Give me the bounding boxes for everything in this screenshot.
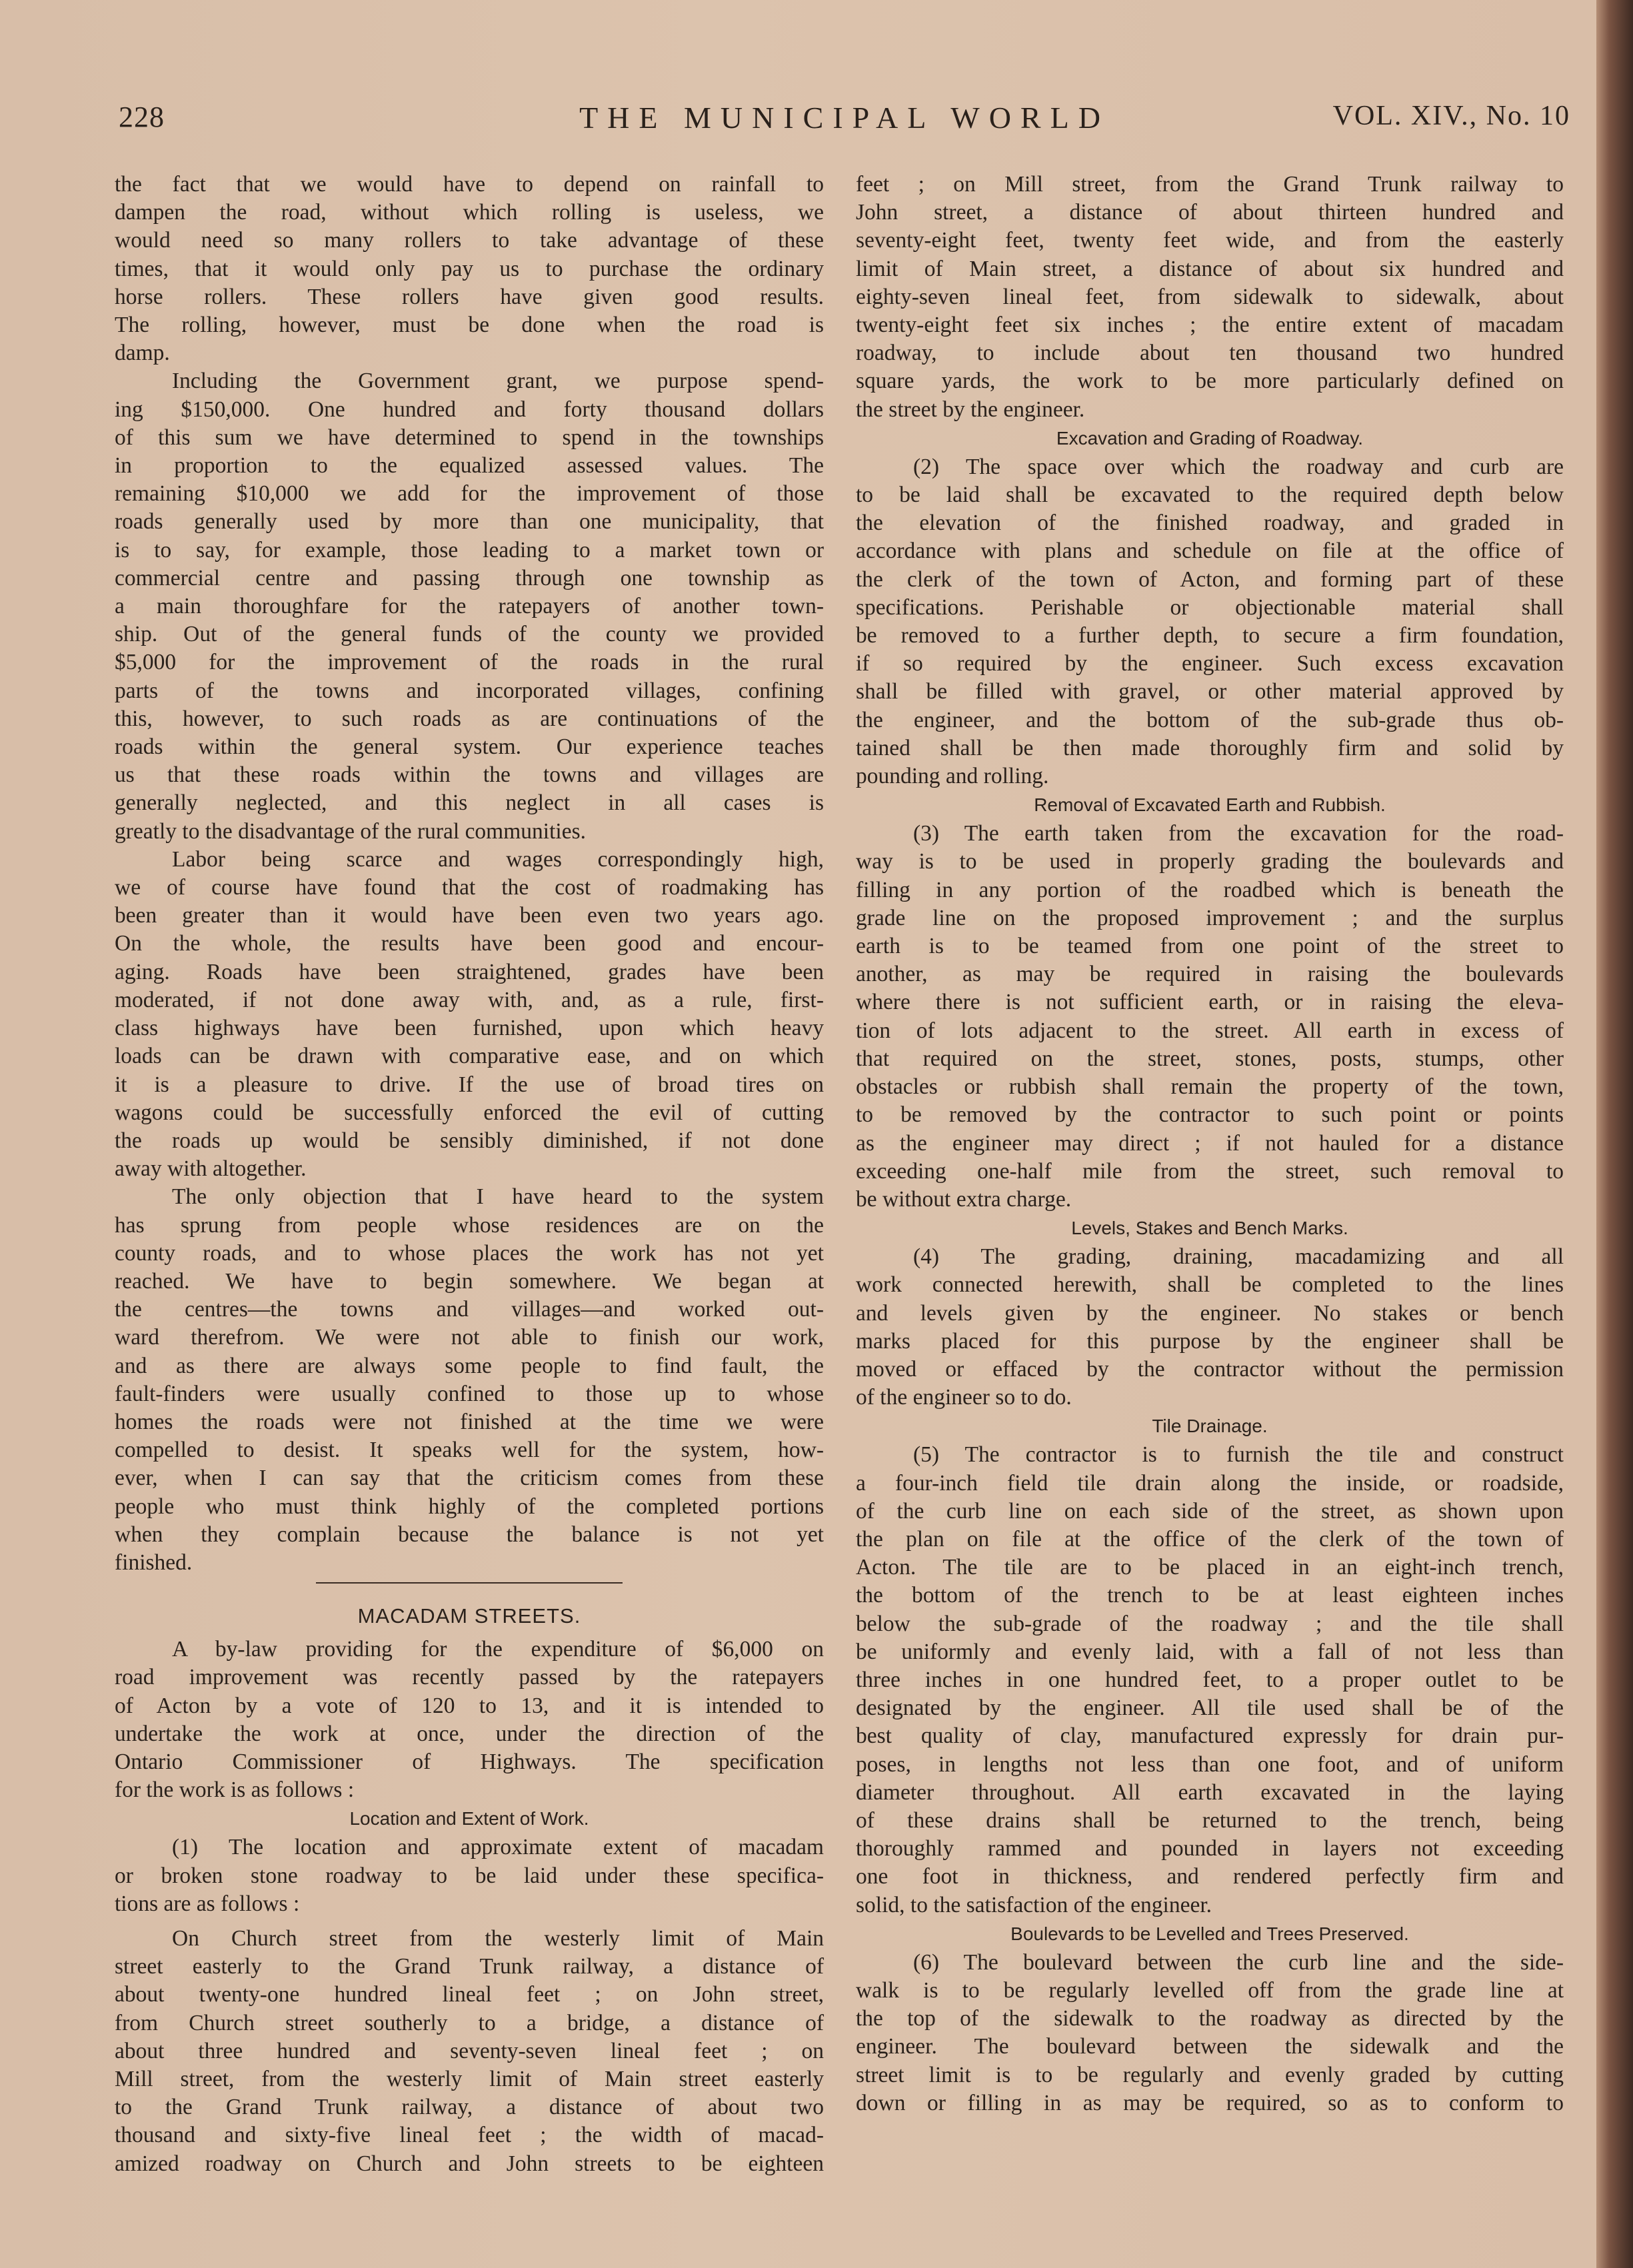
text-line: (2) The space over which the roadway and curb are [913, 454, 1564, 479]
subheading: Location and Extent of Work. [349, 1808, 589, 1829]
text-line: poses, in lengths not less than one foot, and of uniform [856, 1751, 1564, 1777]
text-line: below the sub-grade of the roadway ; and the tile shall [856, 1611, 1564, 1636]
text-line: and as there are always some people to find fault, the [115, 1353, 824, 1378]
text-line: tions are as follows : [115, 1891, 300, 1916]
text-line: it is a pleasure to drive. If the use of broad tires on [115, 1072, 824, 1097]
section-divider [316, 1582, 623, 1584]
text-line: where there is not sufficient earth, or in raising the eleva- [856, 990, 1564, 1015]
paragraph [115, 1925, 824, 2178]
text-line: fault-finders were usually confined to those up to whose [115, 1381, 824, 1406]
paragraph [115, 846, 824, 1183]
subheading: Boulevards to be Levelled and Trees Preserved. [1010, 1923, 1409, 1944]
page-number: 228 [119, 101, 165, 133]
text-line: Acton. The tile are to be placed in an eight-inch trench, [856, 1555, 1564, 1580]
text-line: the plan on file at the office of the clerk of the town of [856, 1526, 1564, 1552]
text-line: feet ; on Mill street, from the Grand Trunk railway to [856, 172, 1564, 197]
text-line: John street, a distance of about thirteen hundred and [856, 200, 1564, 225]
text-line: exceeding one-half mile from the street, such removal to [856, 1158, 1564, 1184]
text-line: a four-inch field tile drain along the inside, or roadside, [856, 1470, 1564, 1496]
text-line: one foot in thickness, and rendered perfectly firm and [856, 1864, 1564, 1889]
text-line: solid, to the satisfaction of the engineer. [856, 1892, 1212, 1917]
book-spine-edge [1596, 0, 1633, 2268]
text-line: $5,000 for the improvement of the roads in the rural [115, 650, 824, 675]
text-line: moved or effaced by the contractor without the permission [856, 1356, 1564, 1382]
subheading: Levels, Stakes and Bench Marks. [1071, 1218, 1348, 1239]
text-line: or broken stone roadway to be laid under these specifica- [115, 1863, 824, 1888]
paragraph [115, 171, 824, 367]
text-line: The only objection that I have heard to the system [172, 1184, 824, 1210]
text-line: way is to be used in properly grading the boulevards and [856, 849, 1564, 874]
text-line: commercial centre and passing through one township as [115, 565, 824, 590]
text-line: we of course have found that the cost of roadmaking has [115, 875, 824, 900]
text-line: that required on the street, stones, posts, stumps, other [856, 1046, 1564, 1071]
text-line: (6) The boulevard between the curb line and the side- [913, 1949, 1564, 1975]
text-line: ing $150,000. One hundred and forty thousand dollars [115, 397, 824, 422]
text-line: roads generally used by more than one municipality, that [115, 509, 824, 535]
paragraph [115, 1833, 824, 1918]
text-line: be uniformly and evenly laid, with a fall of not less than [856, 1639, 1564, 1664]
text-line: designated by the engineer. All tile used shall be of the [856, 1696, 1564, 1721]
text-line: On the whole, the results have been good and encour- [115, 931, 824, 956]
text-line: street limit is to be regularly and evenly graded by cutting [856, 2062, 1564, 2087]
text-line: another, as may be required in raising the boulevards [856, 962, 1564, 987]
text-line: pounding and rolling. [856, 764, 1049, 789]
text-line: be without extra charge. [856, 1186, 1072, 1212]
text-line: accordance with plans and schedule on file at the office of [856, 539, 1564, 564]
text-line: times, that it would only pay us to purchase the ordinary [115, 256, 824, 281]
text-line: would need so many rollers to take advantage of these [115, 228, 824, 253]
left-column [115, 171, 824, 2178]
right-column [856, 171, 1564, 2117]
text-line: (4) The grading, draining, macadamizing and all [913, 1244, 1564, 1270]
text-line: seventy-eight feet, twenty feet wide, and from the easterly [856, 228, 1564, 253]
text-line: about twenty-one hundred lineal feet ; on John street, [115, 1982, 824, 2007]
text-line: be removed to a further depth, to secure a firm foundation, [856, 623, 1564, 648]
text-line: ever, when I can say that the criticism comes from these [115, 1466, 824, 1491]
text-line: moderated, if not done away with, and, as a rule, first- [115, 987, 824, 1012]
text-line: roads within the general system. Our experience teaches [115, 734, 824, 760]
text-line: dampen the road, without which rolling is useless, we [115, 200, 824, 225]
text-line: remaining $10,000 we add for the improvement of those [115, 481, 824, 507]
text-line: in proportion to the equalized assessed values. The [115, 453, 824, 479]
text-line: compelled to desist. It speaks well for the system, how- [115, 1438, 824, 1463]
text-line: damp. [115, 341, 170, 366]
text-line: finished. [115, 1550, 193, 1575]
text-line: parts of the towns and incorporated villages, confining [115, 678, 824, 703]
text-line: of the curb line on each side of the street, as shown upon [856, 1498, 1564, 1524]
paragraph [115, 1636, 824, 1804]
text-line: grade line on the proposed improvement ; and the surplus [856, 905, 1564, 930]
running-header [119, 100, 1570, 147]
paragraph [856, 1949, 1564, 2117]
text-line: A by-law providing for the expenditure of $6,000 on [172, 1637, 824, 1662]
paragraph [115, 1183, 824, 1577]
text-line: class highways have been furnished, upon which heavy [115, 1016, 824, 1041]
text-line: the fact that we would have to depend on rainfall to [115, 172, 824, 197]
text-line: for the work is as follows : [115, 1777, 355, 1803]
text-line: people who must think highly of the completed portions [115, 1494, 824, 1519]
text-line: the top of the sidewalk to the roadway as directed by the [856, 2006, 1564, 2031]
text-line: work connected herewith, shall be completed to the lines [856, 1272, 1564, 1298]
text-line: horse rollers. These rollers have given good results. [115, 284, 824, 309]
text-line: been greater than it would have been even two years ago. [115, 903, 824, 928]
text-line: to be laid shall be excavated to the required depth below [856, 483, 1564, 508]
paragraph [856, 453, 1564, 790]
text-line: marks placed for this purpose by the engineer shall be [856, 1328, 1564, 1354]
text-line: diameter throughout. All earth excavated in the laying [856, 1779, 1564, 1805]
text-line: limit of Main street, a distance of about six hundred and [856, 256, 1564, 281]
text-line: from Church street southerly to a bridge, a distance of [115, 2010, 824, 2035]
paragraph [856, 820, 1564, 1214]
text-line: best quality of clay, manufactured expressly for drain pur- [856, 1723, 1564, 1749]
paragraph [115, 367, 824, 845]
paragraph [856, 171, 1564, 424]
text-line: of Acton by a vote of 120 to 13, and it is intended to [115, 1693, 824, 1718]
text-line: the roads up would be sensibly diminished, if not done [115, 1128, 824, 1153]
text-line: roadway, to include about ten thousand two hundred [856, 341, 1564, 366]
text-line: to be removed by the contractor to such point or points [856, 1102, 1564, 1128]
text-line: Labor being scarce and wages correspondingly high, [172, 846, 824, 872]
text-line: county roads, and to whose places the work has not yet [115, 1240, 824, 1266]
text-line: undertake the work at once, under the direction of the [115, 1721, 824, 1746]
running-title: THE MUNICIPAL WORLD [579, 101, 1110, 135]
text-line: as the engineer may direct ; if not hauled for a distance [856, 1130, 1564, 1156]
text-line: thoroughly rammed and pounded in layers not exceeding [856, 1836, 1564, 1861]
text-line: Mill street, from the westerly limit of Main street easterly [115, 2067, 824, 2091]
text-line: when they complain because the balance is not yet [115, 1522, 824, 1547]
text-line: the clerk of the town of Acton, and forming part of these [856, 567, 1564, 592]
text-line: reached. We have to begin somewhere. We began at [115, 1268, 824, 1294]
text-line: loads can be drawn with comparative ease, and on which [115, 1044, 824, 1069]
text-line: ship. Out of the general funds of the county we provided [115, 622, 824, 647]
text-line: generally neglected, and this neglect in all cases is [115, 790, 824, 816]
text-line: the engineer, and the bottom of the sub-grade thus ob- [856, 707, 1564, 732]
text-line: the bottom of the trench to be at least eighteen inches [856, 1583, 1564, 1608]
text-line: obstacles or rubbish shall remain the property of the town, [856, 1074, 1564, 1100]
subheading: Excavation and Grading of Roadway. [1056, 427, 1364, 449]
text-line: away with altogether. [115, 1156, 307, 1182]
text-line: specifications. Perishable or objectionable material shall [856, 594, 1564, 620]
text-line: the street by the engineer. [856, 397, 1085, 422]
text-line: engineer. The boulevard between the sidewalk and the [856, 2034, 1564, 2059]
text-line: this, however, to such roads as are continuations of the [115, 706, 824, 731]
text-line: (1) The location and approximate extent of macadam [172, 1835, 824, 1860]
text-line: aging. Roads have been straightened, grades have been [115, 959, 824, 984]
text-line: square yards, the work to be more particularly defined on [856, 369, 1564, 394]
text-line: On Church street from the westerly limit of Main [172, 1925, 824, 1951]
text-line: street easterly to the Grand Trunk railway, a distance of [115, 1954, 824, 1979]
text-line: Including the Government grant, we purpose spend- [172, 369, 824, 394]
text-line: greatly to the disadvantage of the rural communities. [115, 818, 587, 844]
text-line: twenty-eight feet six inches ; the entire extent of macadam [856, 313, 1564, 338]
issue-number: VOL. XIV., No. 10 [1332, 101, 1570, 131]
text-line: three inches in one hundred feet, to a proper outlet to be [856, 1667, 1564, 1692]
text-line: amized roadway on Church and John streets to be eighteen [115, 2151, 824, 2176]
text-line: tained shall be then made thoroughly firm and solid by [856, 735, 1564, 760]
text-line: is to say, for example, those leading to a market town or [115, 537, 824, 563]
text-line: has sprung from people whose residences are on the [115, 1212, 824, 1238]
text-line: of this sum we have determined to spend in the townships [115, 425, 824, 450]
subheading: Tile Drainage. [1152, 1416, 1268, 1437]
text-line: Ontario Commissioner of Highways. The specification [115, 1749, 824, 1774]
text-line: The rolling, however, must be done when the road is [115, 313, 824, 338]
text-line: of the engineer so to do. [856, 1385, 1072, 1410]
text-line: shall be filled with gravel, or other material approved by [856, 679, 1564, 704]
paragraph [856, 1243, 1564, 1412]
text-line: the centres—the towns and villages—and worked out- [115, 1297, 824, 1322]
text-line: about three hundred and seventy-seven lineal feet ; on [115, 2038, 824, 2063]
section-title: MACADAM STREETS. [357, 1604, 581, 1628]
text-line: a main thoroughfare for the ratepayers of another town- [115, 594, 824, 619]
text-line: down or filling in as may be required, so as to conform to [856, 2090, 1564, 2115]
text-line: the elevation of the finished roadway, and graded in [856, 511, 1564, 536]
text-line: thousand and sixty-five lineal feet ; the width of macad- [115, 2123, 824, 2148]
text-line: filling in any portion of the roadbed which is beneath the [856, 877, 1564, 902]
text-line: ward therefrom. We were not able to finish our work, [115, 1325, 824, 1350]
text-line: wagons could be successfully enforced the evil of cutting [115, 1100, 824, 1125]
text-line: to the Grand Trunk railway, a distance of about two [115, 2095, 824, 2120]
text-line: eighty-seven lineal feet, from sidewalk to sidewalk, about [856, 284, 1564, 309]
text-line: road improvement was recently passed by the ratepayers [115, 1665, 824, 1690]
text-line: homes the roads were not finished at the time we were [115, 1409, 824, 1434]
text-line: earth is to be teamed from one point of the street to [856, 934, 1564, 959]
text-line: tion of lots adjacent to the street. All earth in excess of [856, 1018, 1564, 1043]
text-line: and levels given by the engineer. No stakes or bench [856, 1300, 1564, 1326]
text-line: walk is to be regularly levelled off from the grade line at [856, 1977, 1564, 2003]
text-line: (5) The contractor is to furnish the tile and construct [913, 1442, 1564, 1468]
subheading: Removal of Excavated Earth and Rubbish. [1034, 794, 1386, 816]
text-line: (3) The earth taken from the excavation for the road- [913, 821, 1564, 846]
text-line: of these drains shall be returned to the trench, being [856, 1807, 1564, 1833]
paragraph [856, 1441, 1564, 1919]
text-line: if so required by the engineer. Such excess excavation [856, 651, 1564, 676]
text-line: us that these roads within the towns and villages are [115, 762, 824, 788]
